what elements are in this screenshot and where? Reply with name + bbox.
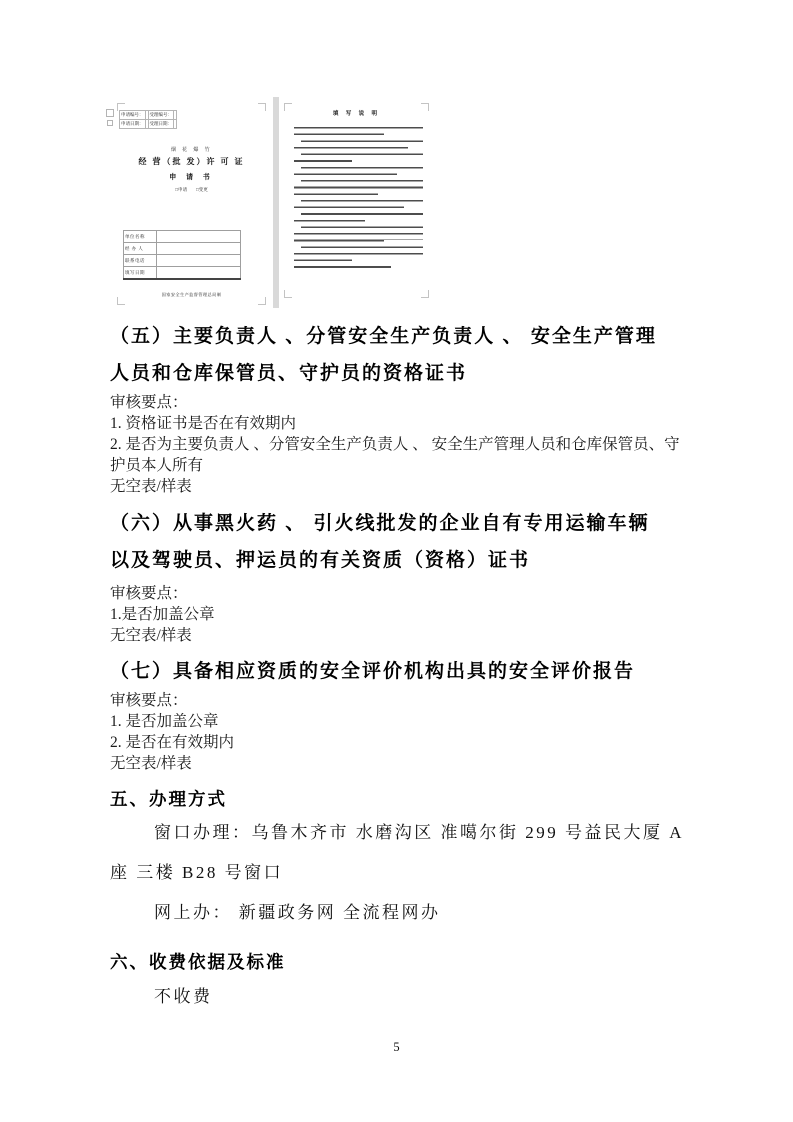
- review-point: 2. 是否为主要负责人 、分管安全生产负责人 、 安全生产管理人员和仓库保管员、守护员本人所有: [110, 436, 680, 474]
- section-6-heading: 六、收费依据及标准: [110, 952, 286, 972]
- instructions-text-lines: [294, 127, 423, 273]
- form-field-row: [124, 231, 241, 243]
- document-body: [110, 318, 687, 1017]
- form-issuer-footer: 国家安全生产监督管理总局制: [161, 292, 222, 297]
- embedded-form-images: [118, 97, 428, 310]
- note-line: 无空表/样表: [110, 755, 192, 772]
- checkbox-change-label: □变更: [196, 187, 208, 192]
- review-point: 1. 资格证书是否在有效期内: [110, 415, 297, 432]
- form-field-label: 经 办 人: [124, 243, 157, 255]
- form-field-label: 单位名称: [124, 231, 157, 243]
- review-point: 1. 是否加盖公章: [110, 713, 219, 730]
- heading-line: （五）主要负责人 、分管安全生产负责人 、 安全生产管理: [110, 326, 657, 347]
- form-header-label: 受理日期：: [148, 120, 174, 129]
- requirement-5-body: [110, 392, 687, 497]
- online-service-paragraph: 网上办： 新疆政务网 全流程网办: [154, 903, 441, 922]
- application-form-image: [118, 97, 265, 310]
- note-line: 无空表/样表: [110, 627, 192, 644]
- requirement-7-body: [110, 690, 687, 774]
- form-header-label: 申请编号：: [120, 111, 146, 120]
- requirement-6-heading: [110, 505, 687, 579]
- form-field-value: [157, 231, 241, 243]
- checkbox-apply-label: □申请: [175, 187, 187, 192]
- heading-line: 以及驾驶员、押运员的有关资质（资格）证书: [110, 550, 531, 571]
- table-handle-icon: [106, 109, 114, 117]
- form-field-value: [157, 255, 241, 267]
- heading-line: 人员和仓库保管员、守护员的资格证书: [110, 363, 468, 384]
- requirement-7-heading: [110, 653, 687, 690]
- review-point: 2. 是否在有效期内: [110, 734, 235, 751]
- review-label: 审核要点：: [110, 692, 188, 709]
- form-header-value: [174, 120, 177, 129]
- form-field-row: [124, 267, 241, 280]
- form-fields-table: [123, 230, 241, 280]
- form-header-row: [120, 111, 177, 120]
- review-label: 审核要点：: [110, 394, 188, 411]
- crop-mark-icon: [117, 297, 125, 305]
- form-header-table: [119, 110, 177, 129]
- table-handle-icon: [107, 120, 113, 126]
- review-point: 1.是否加盖公章: [110, 606, 215, 623]
- form-header-label: 申请日期：: [120, 120, 146, 129]
- form-header-label: 受理编号：: [148, 111, 174, 120]
- form-field-value: [157, 243, 241, 255]
- instructions-image: [285, 97, 428, 303]
- form-field-label: 填写日期: [124, 267, 157, 280]
- heading-line: （六）从事黑火药 、 引火线批发的企业自有专用运输车辆: [110, 513, 650, 534]
- form-category-title: 烟 花 爆 竹: [170, 148, 213, 153]
- review-label: 审核要点：: [110, 585, 188, 602]
- window-service-paragraph: 窗口办理：乌鲁木齐市 水磨沟区 准噶尔街 299 号益民大厦 A 座 三楼 B28 号窗口: [110, 823, 684, 882]
- form-header-row: [120, 120, 177, 129]
- form-field-row: [124, 243, 241, 255]
- note-line: 无空表/样表: [110, 478, 192, 495]
- page-number: 5: [393, 1040, 400, 1054]
- crop-mark-icon: [258, 297, 266, 305]
- instructions-title: 填 写 说 明: [332, 111, 381, 117]
- crop-mark-icon: [421, 290, 429, 298]
- crop-mark-icon: [258, 103, 266, 111]
- requirement-5-heading: [110, 318, 687, 392]
- form-field-label: 联系电话: [124, 255, 157, 267]
- form-type-checkboxes: [118, 187, 265, 193]
- section-5-heading: 五、办理方式: [110, 789, 227, 809]
- heading-line: （七）具备相应资质的安全评价机构出具的安全评价报告: [110, 661, 636, 682]
- form-field-row: [124, 255, 241, 267]
- form-license-title: 经 营（批 发）许 可 证: [138, 157, 245, 166]
- fee-paragraph: 不收费: [154, 987, 213, 1006]
- crop-mark-icon: [284, 290, 292, 298]
- image-gap-divider: [273, 97, 279, 308]
- form-header-value: [174, 111, 177, 120]
- form-field-value: [157, 267, 241, 280]
- form-book-title: 申 请 书: [169, 173, 214, 181]
- requirement-6-body: [110, 583, 687, 646]
